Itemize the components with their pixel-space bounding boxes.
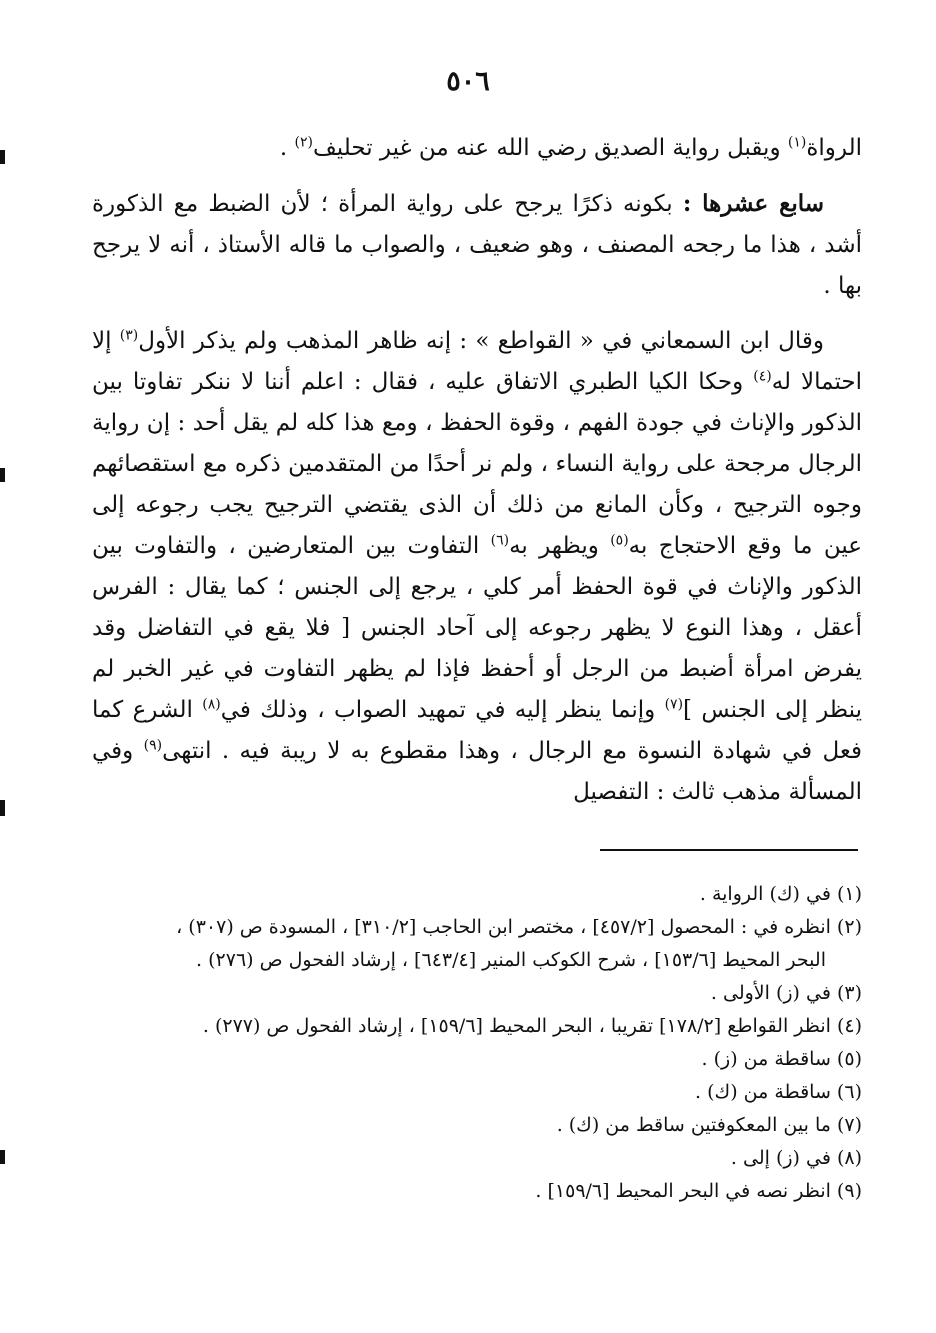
footnote (92, 1076, 862, 1109)
footnote (92, 1109, 862, 1142)
footnote-text: (٦) ساقطة من (ك) . (695, 1081, 862, 1103)
text-run: بكونه ذكرًا يرجح على رواية المرأة ؛ لأن الضبط مع الذكورة أشد ، هذا ما رجحه المصنف ، وهو ضعيف ، والصواب ما قاله الأستاذ ، أنه لا يرجح بها . (92, 191, 862, 299)
text-run: التفاوت بين المتعارضين ، والتفاوت بين الذكور والإناث في قوة الحفظ أمر كلي ، يرجع إلى الجنس ؛ كما يقال : الفرس أعقل ، وهذا النوع لا يظهر رجوعه إلى آحاد الجنس [ فلا يقع في التفاضل وقد يفرض امرأة أضبط من الرجل أو أحفظ فإذا لم يظهر التفاوت في غير الخبر لم ينظر إلى الجنس ] (92, 533, 862, 723)
footnote-reference: (٤) (753, 368, 772, 385)
footnote-continuation: البحر المحيط [١٥٣/٦] ، شرح الكوكب المنير [٦٤٣/٤] ، إرشاد الفحول ص (٢٧٦) . (196, 949, 826, 971)
main-text (92, 128, 862, 813)
paragraph (92, 183, 862, 307)
scan-edge-mark (0, 468, 5, 482)
footnote-reference: (٥) (610, 532, 629, 549)
footnote-reference: (٩) (143, 737, 163, 754)
paragraph (92, 321, 862, 813)
footnote-divider (600, 849, 858, 851)
footnote-reference: (٣) (119, 327, 139, 344)
text-run: وفي المسألة مذهب ثالث : التفصيل (92, 738, 862, 805)
footnote-text: (٨) في (ز) إلى . (730, 1147, 862, 1169)
text-run: ويظهر به (509, 533, 611, 559)
scan-edge-mark (0, 150, 5, 164)
text-run: إلا احتمالا له (92, 328, 862, 395)
section-heading: سابع عشرها : (682, 190, 825, 217)
footnotes-list (92, 878, 862, 1208)
text-run: وحكا الكيا الطبري الاتفاق عليه ، فقال : اعلم أننا لا ننكر تفاوتا بين الذكور والإناث في جودة الفهم ، وقوة الحفظ ، ومع هذا كله لم يقل أحد : إن رواية الرجال مرجحة على رواية النساء ، ولم نر أحدًا من المتقدمين ذكره مع استقصائهم وجوه الترجيح ، وكأن المانع من ذلك أن الذى يقتضي الترجيح يجب رجوعه إلى عين ما وقع الاحتجاج به (92, 369, 863, 559)
page-number: ٥٠٦ (446, 66, 490, 97)
footnote-text: (١) في (ك) الرواية . (699, 883, 862, 905)
footnote-text: (٧) ما بين المعكوفتين ساقط من (ك) . (556, 1114, 862, 1136)
footnote-text: (٤) انظر القواطع [١٧٨/٢] تقريبا ، البحر المحيط [١٥٩/٦] ، إرشاد الفحول ص (٢٧٧) . (202, 1015, 862, 1037)
footnote (92, 1175, 862, 1208)
footnote-text: (٥) ساقطة من (ز) . (701, 1048, 862, 1070)
footnote-reference: (٢) (294, 134, 313, 151)
footnote (92, 1043, 862, 1076)
footnote-text: (٢) انظره في : المحصول [٤٥٧/٢] ، مختصر ابن الحاجب [٣١٠/٢] ، المسودة ص (٣٠٧) ، (176, 916, 862, 938)
footnote-reference: (١) (787, 134, 807, 151)
paragraph (92, 128, 862, 169)
footnote (92, 1142, 862, 1175)
footnote-reference: (٨) (202, 696, 221, 713)
footnote-text: (٩) انظر نصه في البحر المحيط [١٥٩/٦] . (535, 1180, 862, 1202)
footnote (92, 878, 862, 911)
text-run: ويقبل رواية الصديق رضي الله عنه من غير تحليف (313, 135, 788, 161)
text-run: الشرع كما فعل في شهادة النسوة مع الرجال ، وهذا مقطوع به لا ريبة فيه . انتهى (92, 697, 862, 764)
text-run: وقال ابن السمعاني في « القواطع » : إنه ظاهر المذهب ولم يذكر الأول (138, 328, 824, 354)
footnote (92, 1010, 862, 1043)
footnote (92, 911, 862, 977)
footnote-reference: (٧) (664, 696, 684, 713)
scan-edge-mark (0, 800, 5, 816)
footnote-text: (٣) في (ز) الأولى . (710, 982, 862, 1004)
text-run: الرواة (806, 135, 862, 161)
text-run: وإنما ينظر إليه في تمهيد الصواب ، وذلك في (220, 697, 665, 723)
footnote (92, 977, 862, 1010)
text-run: . (279, 135, 295, 161)
footnote-reference: (٦) (490, 532, 510, 549)
scan-edge-mark (0, 1150, 5, 1164)
